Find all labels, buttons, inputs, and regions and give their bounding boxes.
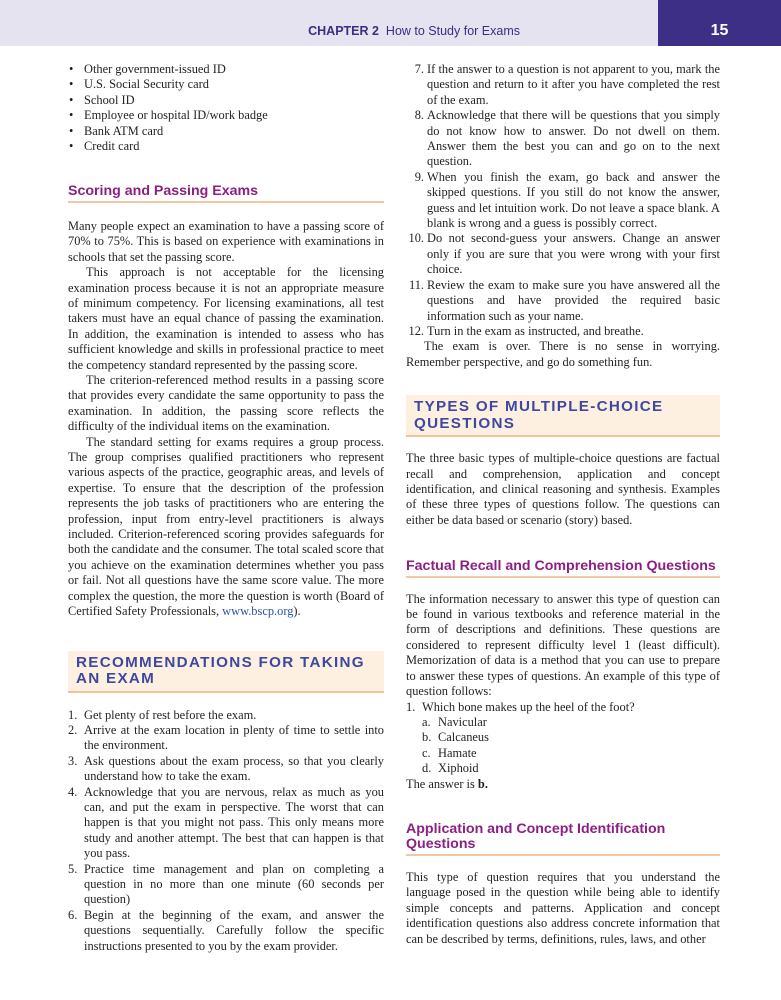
answer-prefix: The answer is bbox=[406, 776, 478, 791]
list-item bbox=[406, 700, 720, 715]
left-column bbox=[68, 62, 384, 954]
question-text: Which bone makes up the heel of the foot? bbox=[422, 699, 635, 714]
item-text: Arrive at the exam location in plenty of time to settle into the environment. bbox=[84, 722, 384, 753]
option-text: Xiphoid bbox=[438, 761, 479, 776]
answer-options bbox=[406, 715, 720, 777]
item-number: 9. bbox=[414, 169, 424, 184]
list-item bbox=[68, 754, 384, 785]
item-number: 6. bbox=[68, 907, 78, 922]
bscp-link[interactable]: www.bscp.org bbox=[222, 604, 294, 619]
item-text: Do not second-guess your answers. Change an answer only if you are sure that you were wrong with your first choice. bbox=[427, 231, 720, 277]
option-letter: a. bbox=[422, 714, 431, 729]
item-text: Turn in the exam as instructed, and breathe. bbox=[427, 323, 644, 338]
list-item: • School ID bbox=[68, 93, 384, 108]
section-heading-factual: Factual Recall and Comprehension Questions bbox=[406, 559, 720, 578]
paragraph: This approach is not acceptable for the licensing examination process because it is not an appropriate measure of minimum competency. For licensing examinations, all test takers must have an equal chance of passing the examination. In addition, the examination is intended to assess who has sufficient knowledge and skills in professional practice to meet the competency standard represented by the passing score. bbox=[68, 265, 384, 372]
list-item bbox=[68, 908, 384, 954]
list-item: • U.S. Social Security card bbox=[68, 77, 384, 92]
option-letter: c. bbox=[422, 745, 431, 760]
answer-option bbox=[422, 746, 720, 761]
option-letter: d. bbox=[422, 761, 432, 776]
item-text: Ask questions about the exam process, so that you clearly understand how to take the exam. bbox=[84, 753, 384, 784]
item-number: 8. bbox=[414, 108, 424, 123]
paragraph: The exam is over. There is no sense in worrying. Remember perspective, and go do something fun. bbox=[406, 339, 720, 369]
item-number: 7. bbox=[414, 62, 424, 76]
list-item: • Employee or hospital ID/work badge bbox=[68, 108, 384, 123]
option-letter: b. bbox=[422, 730, 432, 745]
list-item bbox=[406, 108, 720, 170]
running-header bbox=[0, 0, 658, 46]
answer-value: b. bbox=[477, 776, 488, 791]
recommendation-list bbox=[68, 708, 384, 955]
list-item: • Credit card bbox=[68, 139, 384, 154]
paragraph: The criterion-referenced method results in a passing score that provides every candidate the same opportunity to pass the examination. In addition, the passing score reflects the difficulty of the individual items on the examination. bbox=[68, 373, 384, 434]
option-text: Hamate bbox=[438, 745, 477, 760]
item-text: Begin at the beginning of the exam, and answer the questions sequentially. Carefully follow the specific instructions presented to you by the exam provider. bbox=[84, 907, 384, 953]
list-item bbox=[406, 324, 720, 339]
example-question bbox=[406, 700, 720, 715]
section-heading-types: TYPES OF MULTIPLE-CHOICE QUESTIONS bbox=[406, 395, 720, 437]
list-item bbox=[406, 231, 720, 277]
item-text: Practice time management and plan on completing a question in no more than one minute (60 seconds per question) bbox=[84, 861, 384, 907]
paragraph: This type of question requires that you understand the language posed in the question while being able to identify simple concepts and patterns. Application and concept identification questions also address concrete information that can be described by terms, definitions, rules, laws, and other bbox=[406, 869, 720, 946]
item-number: 3. bbox=[68, 753, 78, 768]
right-column bbox=[406, 62, 720, 947]
list-item bbox=[68, 723, 384, 754]
item-text: Review the exam to make sure you have answered all the questions and have provided the required basic information such as your name. bbox=[427, 277, 720, 323]
item-text: Acknowledge that there will be questions that you simply do not know how to answer. Do not dwell on them. Answer them the best you can and go on to the next question. bbox=[427, 108, 720, 169]
page-number-tab bbox=[658, 0, 781, 46]
page-number: 15 bbox=[710, 22, 729, 39]
list-item: • Bank ATM card bbox=[68, 124, 384, 139]
list-item bbox=[406, 62, 720, 108]
paragraph: The information necessary to answer this type of question can be found in various textbooks and reference material in the form of descriptions and definitions. These questions are considered to represent difficulty level 1 (least difficult). Memorization of data is a method that you can use to prepare to answer these types of questions. An example of this type of question follows: bbox=[406, 591, 720, 699]
item-text: When you finish the exam, go back and answer the skipped questions. If you still do not know the answer, guess and let intuition work. Do not leave a space blank. A blank is wrong and a guess is possibly correct. bbox=[427, 169, 720, 231]
recommendation-list-continued bbox=[406, 62, 720, 339]
option-text: Calcaneus bbox=[438, 730, 489, 745]
paragraph bbox=[68, 435, 384, 620]
chapter-name: How to Study for Exams bbox=[385, 24, 520, 38]
option-text: Navicular bbox=[438, 714, 487, 729]
paragraph-end: ). bbox=[293, 604, 301, 619]
item-number: 10. bbox=[408, 231, 424, 246]
item-text: If the answer to a question is not apparent to you, mark the question and return to it after you have completed the rest of the exam. bbox=[427, 62, 720, 107]
list-item bbox=[406, 170, 720, 232]
answer-line bbox=[406, 777, 720, 792]
answer-option bbox=[422, 761, 720, 776]
paragraph: Many people expect an examination to have a passing score of 70% to 75%. This is based on experience with examinations in schools that set the passing score. bbox=[68, 218, 384, 264]
item-number: 1. bbox=[68, 707, 78, 722]
list-item bbox=[68, 862, 384, 908]
section-heading-recommendations: RECOMMENDATIONS FOR TAKING AN EXAM bbox=[68, 651, 384, 693]
id-list bbox=[68, 62, 384, 154]
item-number: 5. bbox=[68, 861, 78, 876]
list-item bbox=[68, 785, 384, 862]
paragraph-text: The standard setting for exams requires a group process. The group comprises qualified practitioners who represent various aspects of the practice, geographic areas, and levels of expertise. To ensure that the description of the profession represents the job tasks of practitioners who are entering the profession, input from entry-level practitioners is always included. Criterion-referenced scoring provides safeguards for both the candidate and the consumer. The total scaled score that you achieve on the examination determines whether you pass or fail. Not all questions have the same score value. The more complex the question, the more the question is worth (Board of Certified Safety Professionals, bbox=[68, 434, 384, 619]
paragraph: The three basic types of multiple-choice questions are factual recall and comprehension, application and concept identification, and clinical reasoning and synthesis. Examples of these three types of questions follow. The questions can either be data based or scenario (story) based. bbox=[406, 451, 720, 527]
chapter-label: CHAPTER 2 bbox=[308, 24, 379, 38]
item-text: Get plenty of rest before the exam. bbox=[84, 707, 257, 722]
list-item: • Other government-issued ID bbox=[68, 62, 384, 77]
item-number: 12. bbox=[408, 323, 424, 338]
chapter-title bbox=[308, 24, 520, 38]
answer-option bbox=[422, 730, 720, 745]
item-number: 4. bbox=[68, 784, 78, 799]
section-heading-application: Application and Concept Identification Questions bbox=[406, 822, 720, 856]
item-number: 11. bbox=[408, 277, 424, 292]
item-text: Acknowledge that you are nervous, relax as much as you can, and put the exam in perspective. The worst that can happen is that you might not pass. This only means more study and another attempt. The best that can happen is that you pass. bbox=[84, 784, 384, 861]
answer-option bbox=[422, 715, 720, 730]
item-number: 1. bbox=[406, 699, 416, 714]
section-heading-scoring: Scoring and Passing Exams bbox=[68, 184, 384, 203]
item-number: 2. bbox=[68, 722, 78, 737]
list-item bbox=[406, 278, 720, 324]
list-item bbox=[68, 708, 384, 723]
